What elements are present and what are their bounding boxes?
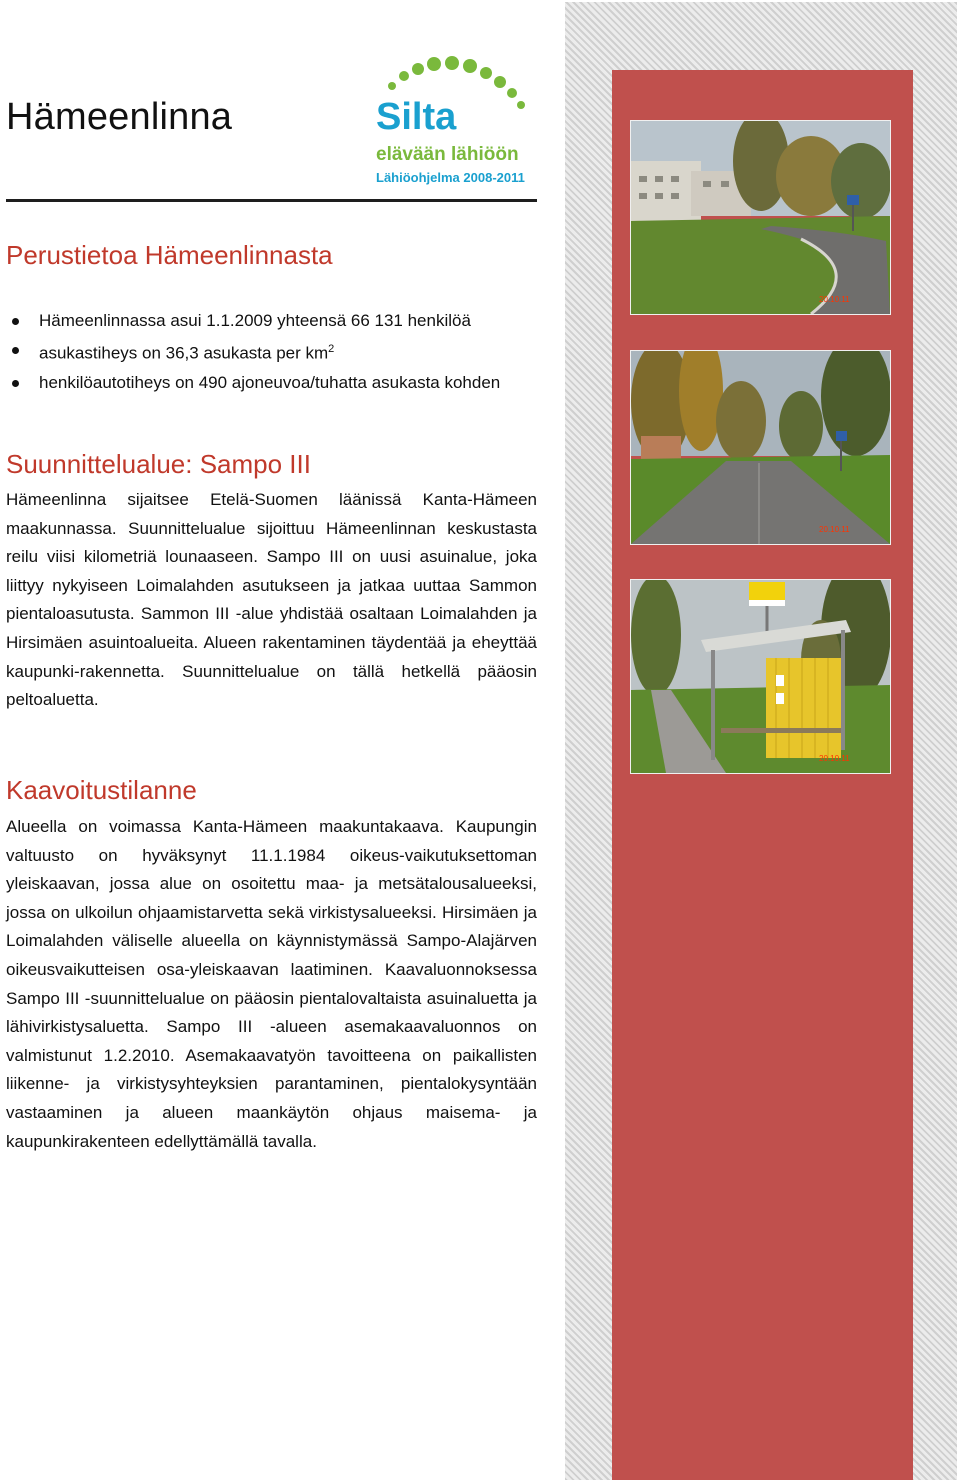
logo-program: Lähiöohjelma 2008-2011	[376, 170, 525, 185]
list-item	[6, 368, 537, 397]
logo-title: Silta	[376, 96, 457, 138]
photo-stamp: 20.10.11	[819, 295, 850, 304]
facts-list	[6, 306, 537, 397]
list-item	[6, 335, 537, 368]
fact-text: henkilöautotiheys on 490 ajoneuvoa/tuhatta asukasta kohden	[39, 372, 501, 392]
bullet-icon	[12, 380, 19, 387]
fact-text: Hämeenlinnassa asui 1.1.2009 yhteensä 66 131 henkilöä	[39, 311, 471, 330]
planning-area-text: Hämeenlinna sijaitsee Etelä-Suomen läänissä Kanta-Hämeen maakunnassa. Suunnittelualue sijoittuu Hämeenlinnan keskustasta reilu viisi kilometriä lounaaseen. Sampo III on uusi asuinalue, joka liittyy nykyiseen Loimalahden asutukseen ja jatkaa uuttaa Sammon pientaloasutusta. Sammon III -alue yhdistää osaltaan Loimalahden ja Hirsimäen asuintoalueita. Alueen rakentaminen täydentää ja eheyttää kaupunki-rakennetta. Suunnittelualue on tällä hetkellä pääosin peltoaluetta.	[6, 490, 537, 710]
bullet-icon	[12, 347, 19, 354]
bus-stop-photo	[630, 579, 891, 774]
section-heading-planning-area: Suunnittelualue: Sampo III	[6, 449, 311, 479]
logo-tagline: elävään lähiöön	[376, 144, 519, 165]
fact-superscript: 2	[328, 343, 335, 355]
section-heading-basics: Perustietoa Hämeenlinnasta	[6, 240, 333, 270]
bullet-icon	[12, 318, 19, 325]
header-divider	[6, 199, 537, 202]
photo-stamp: 20.10.11	[819, 525, 850, 534]
silta-logo	[370, 54, 550, 194]
section-heading-zoning: Kaavoitustilanne	[6, 775, 197, 805]
street-photo	[630, 350, 891, 545]
zoning-text: Alueella on voimassa Kanta-Hämeen maakuntakaava. Kaupungin valtuusto on hyväksynyt 11.1.1984 oikeus-vaikutuksettoman yleiskaavan, jossa alue on osoitettu maa- ja metsätalousalueeksi, jossa on ulkoilun ohjaamistarvetta sekä virkistysalueeksi. Hirsimäen ja Loimalahden väliselle alueella on käynnistymässä Sampo-Alajärven oikeusvaikutteisen osa-yleiskaavan laatiminen. Kaavaluonnoksessa Sampo III -suunnittelualue on pääosin pientalovaltaista asuinaluetta ja lähivirkistysaluetta. Sampo III -alueen asemakaavaluonnos on valmistunut 1.2.2010. Asemakaavatyön tavoitteena on paikallisten liikenne- ja virkistysyhteyksien parantaminen, pientalokysyntään vastaaminen ja alueen maankäytön ohjaus maisema- ja kaupunkirakenteen edellyttämällä tavalla.	[6, 817, 537, 1151]
list-item	[6, 306, 537, 335]
photo-stamp: 20.10.11	[819, 754, 850, 763]
fact-text: asukastiheys on 36,3 asukasta per km	[39, 343, 329, 363]
road-photo	[630, 120, 891, 315]
page-title: Hämeenlinna	[6, 96, 233, 138]
